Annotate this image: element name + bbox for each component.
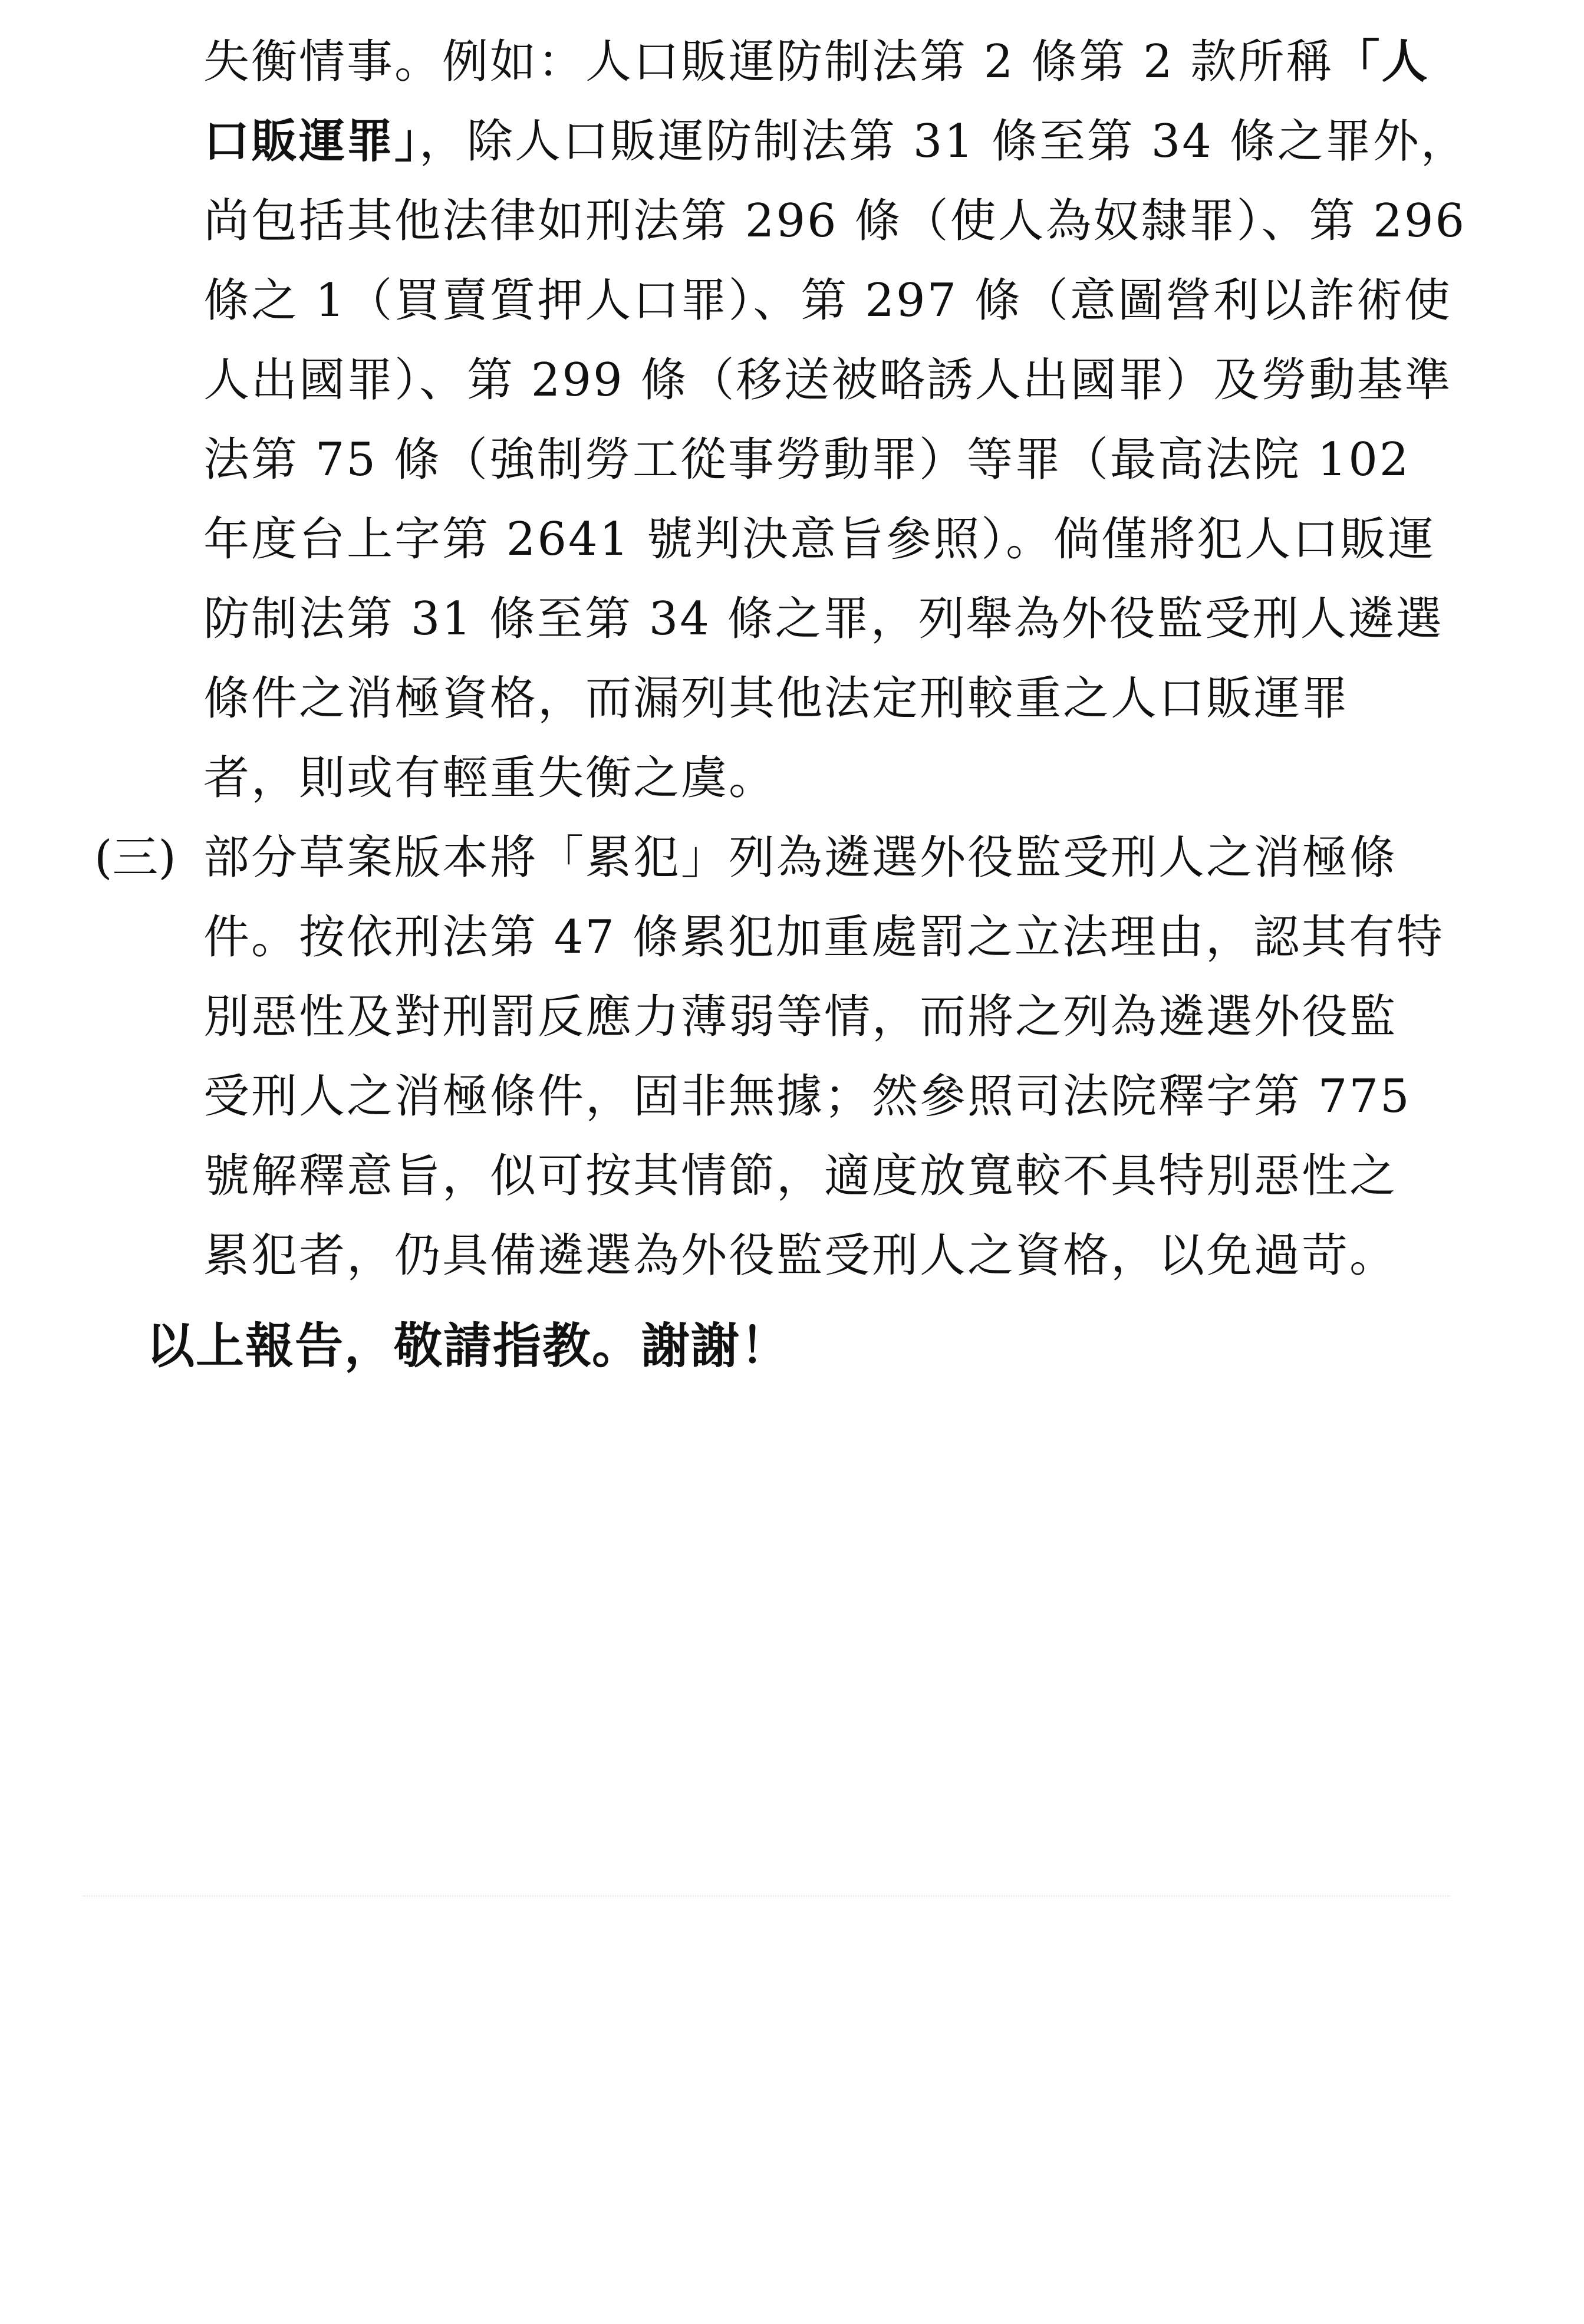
text-line: 尚包括其他法律如刑法第 296 條（使人為奴隸罪）、第 296 <box>203 195 1467 248</box>
text-line: 條之 1（買賣質押人口罪）、第 297 條（意圖營利以詐術使 <box>203 274 1452 327</box>
text-line: 法第 75 條（強制勞工從事勞動罪）等罪（最高法院 102 <box>203 433 1411 486</box>
text-line: 號解釋意旨，似可按其情節，適度放寬較不具特別惡性之 <box>203 1150 1398 1203</box>
closing-remark: 以上報告，敬請指教。謝謝！ <box>146 1318 791 1374</box>
list-marker: (三) <box>94 831 176 884</box>
text-line: 防制法第 31 條至第 34 條之罪，列舉為外役監受刑人遴選 <box>203 592 1444 646</box>
text-line: 累犯者，仍具備遴選為外役監受刑人之資格，以免過苛。 <box>203 1229 1398 1282</box>
text-run: ，除人口販運防制法第 31 條至第 34 條之罪外， <box>419 115 1468 168</box>
bold-term: 「人 <box>1333 35 1430 88</box>
text-line: 件。按依刑法第 47 條累犯加重處罰之立法理由，認其有特 <box>203 911 1444 964</box>
text-line: 部分草案版本將「累犯」列為遴選外役監受刑人之消極條 <box>203 831 1398 884</box>
text-line <box>203 32 1429 91</box>
scan-artifact <box>83 1895 1450 1900</box>
text-line: 年度台上字第 2641 號判決意旨參照）。倘僅將犯人口販運 <box>203 513 1436 566</box>
text-line <box>203 112 1468 171</box>
text-line: 條件之消極資格，而漏列其他法定刑較重之人口販運罪 <box>203 672 1350 725</box>
text-line: 者，則或有輕重失衡之虞。 <box>203 752 777 805</box>
text-line: 受刑人之消極條件，固非無據；然參照司法院釋字第 775 <box>203 1070 1411 1123</box>
text-run: 失衡情事。例如：人口販運防制法第 2 條第 2 款所稱 <box>203 35 1334 88</box>
text-line: 人出國罪）、第 299 條（移送被略誘人出國罪）及勞動基準 <box>203 354 1453 407</box>
bold-term: 口販運罪」 <box>203 114 420 168</box>
text-line: 別惡性及對刑罰反應力薄弱等情，而將之列為遴選外役監 <box>203 990 1398 1044</box>
